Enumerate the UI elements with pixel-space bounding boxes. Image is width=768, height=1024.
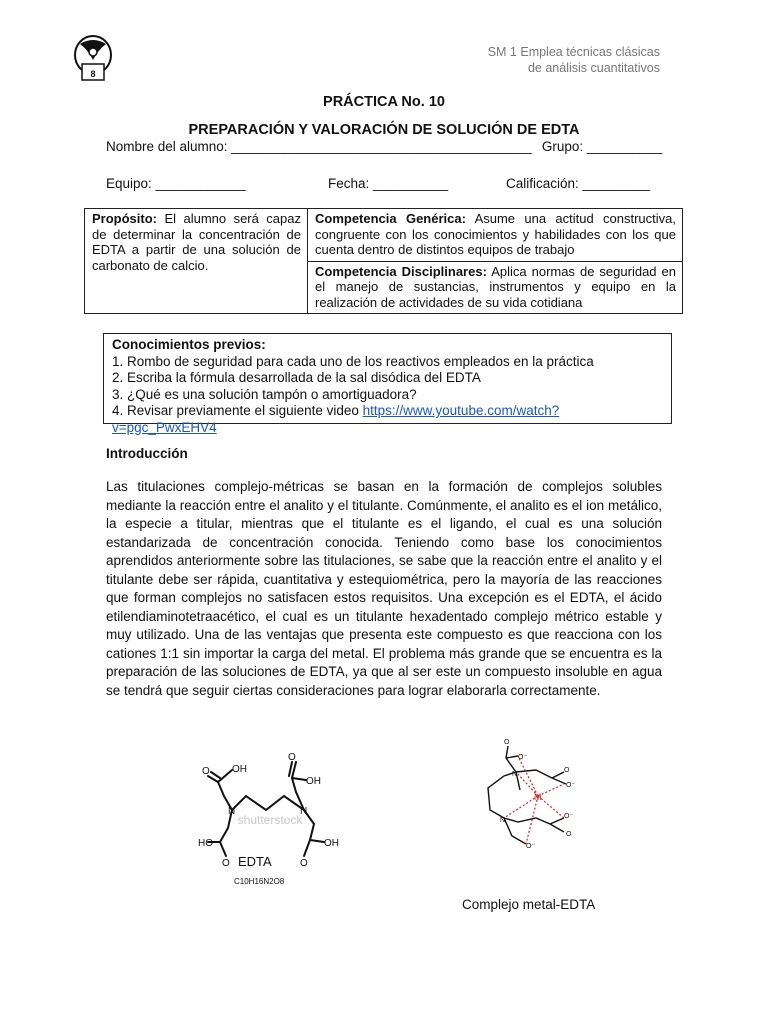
date-field: Fecha: __________	[328, 176, 449, 191]
subject-line-1: SM 1 Emplea técnicas clásicas	[487, 45, 660, 59]
complex-atom-o-minus-1: O⁻	[518, 754, 528, 761]
edta-formula: C10H16N2O8	[234, 877, 285, 886]
edta-label: EDTA	[238, 854, 272, 869]
edta-atom-o-3: O	[222, 858, 230, 869]
complex-atom-n-2: N	[500, 817, 506, 824]
complex-metal-ion: M	[534, 792, 542, 802]
generic-competence-cell	[308, 209, 683, 262]
previous-item-3: 3. ¿Qué es una solución tampón o amortiguadora?	[112, 386, 417, 402]
purpose-cell	[85, 209, 308, 314]
edta-atom-oh-3: OH	[324, 838, 339, 849]
competencies-table	[84, 208, 683, 314]
grade-field: Calificación: _________	[506, 176, 651, 191]
edta-atom-ho-1: HO	[198, 838, 213, 849]
disciplinary-competence-label: Competencia Disciplinares:	[315, 263, 487, 279]
edta-atom-o-4: O	[300, 858, 308, 869]
edta-structure-image	[196, 738, 346, 893]
generic-competence-label: Competencia Genérica:	[315, 211, 466, 226]
subject-line-2: de análisis cuantitativos	[527, 61, 660, 75]
group-field: Grupo: __________	[541, 139, 662, 154]
previous-knowledge-box	[103, 333, 672, 435]
watermark-text: shutterstock	[237, 813, 303, 827]
introduction-heading: Introducción	[106, 446, 188, 461]
previous-item-4-text: 4. Revisar previamente el siguiente video	[112, 403, 363, 418]
edta-atom-o-1: O	[202, 766, 210, 777]
purpose-label: Propósito:	[92, 211, 157, 226]
generic-competence-text: Asume una actitud constructiva, congruente con los conocimientos y habilidades con los que cuenta dentro de distintos equipos de trabajo	[315, 211, 677, 257]
complex-atom-o-3: O	[566, 831, 572, 838]
logo-text: 8	[90, 69, 96, 79]
complex-atom-n-1: N	[512, 771, 518, 778]
team-field: Equipo: ____________	[106, 176, 246, 191]
edta-atom-n-1: N	[228, 806, 236, 817]
disciplinary-competence-text: Aplica normas de seguridad en el manejo de sustancias, instrumentos y equipo en la realización de actividades de su vida cotidiana	[315, 263, 676, 310]
complex-caption: Complejo metal-EDTA	[462, 897, 596, 912]
complex-atom-o-2: O	[564, 767, 570, 774]
complex-atom-o-minus-3: O⁻	[564, 813, 574, 820]
introduction-paragraph: Las titulaciones complejo-métricas se basan en la formación de complejos solubles mediante la reacción entre el analito y el titulante. Comúnmente, el analito es el ion metálico, la especie a titular, mientras que el titulante es el ligando, el cual es una solución estandarizada de concentración conocida. Teniendo como base los conocimientos aprendidos anteriormente sobre las titulaciones, se sabe que la reacción entre el analito y el titulante debe ser rápida, cuantitativa y estequiométrica, pero la mayoría de las reacciones que forman complejos no satisfacen estos requisitos. Una excepción es el EDTA, el ácido etilendiaminotetraacético, el cual es un titulante hexadentado complejo métrico estable y muy utilizado. Una de las ventajas que presenta este compuesto es que reacciona con los cationes 1:1 sin importar la carga del metal. El problema más grande que se encuentra es la preparación de las soluciones de EDTA, ya que al ser este un compuesto insoluble en agua se tendrá que seguir ciertas consideraciones para lograr elaborarla correctamente.	[106, 479, 662, 698]
edta-atom-o-2: O	[288, 752, 296, 763]
previous-item-1: 1. Rombo de seguridad para cada uno de los reactivos empleados en la práctica	[112, 353, 594, 369]
complex-atom-o-minus-4: O⁻	[526, 843, 536, 850]
previous-item-4	[112, 403, 663, 436]
edta-atom-n-2: N	[300, 806, 308, 817]
student-row	[106, 139, 662, 154]
edta-atom-oh-1: OH	[232, 764, 247, 775]
practice-number: PRÁCTICA No. 10	[323, 94, 445, 110]
disciplinary-competence-cell	[308, 261, 683, 314]
purpose-text: El alumno será capaz de determinar la concentración de EDTA a partir de una solución de carbonato de calcio.	[92, 211, 301, 273]
complex-atom-o-minus-2: O⁻	[566, 782, 576, 789]
complex-atom-o-1: O	[504, 739, 510, 746]
edta-atom-oh-2: OH	[306, 776, 321, 787]
previous-item-2: 2. Escriba la fórmula desarrollada de la sal disódica del EDTA	[112, 370, 481, 385]
video-link[interactable]: https://www.youtube.com/watch?v=pgc_PwxEHV4	[112, 403, 560, 435]
practice-title: PREPARACIÓN Y VALORACIÓN DE SOLUCIÓN DE EDTA	[188, 122, 580, 138]
student-name-field: Nombre del alumno: ________________________________________	[106, 139, 532, 154]
previous-knowledge-heading: Conocimientos previos:	[112, 337, 266, 352]
school-logo	[70, 34, 116, 84]
metal-edta-complex-image	[468, 732, 592, 856]
subject-header	[488, 44, 660, 76]
